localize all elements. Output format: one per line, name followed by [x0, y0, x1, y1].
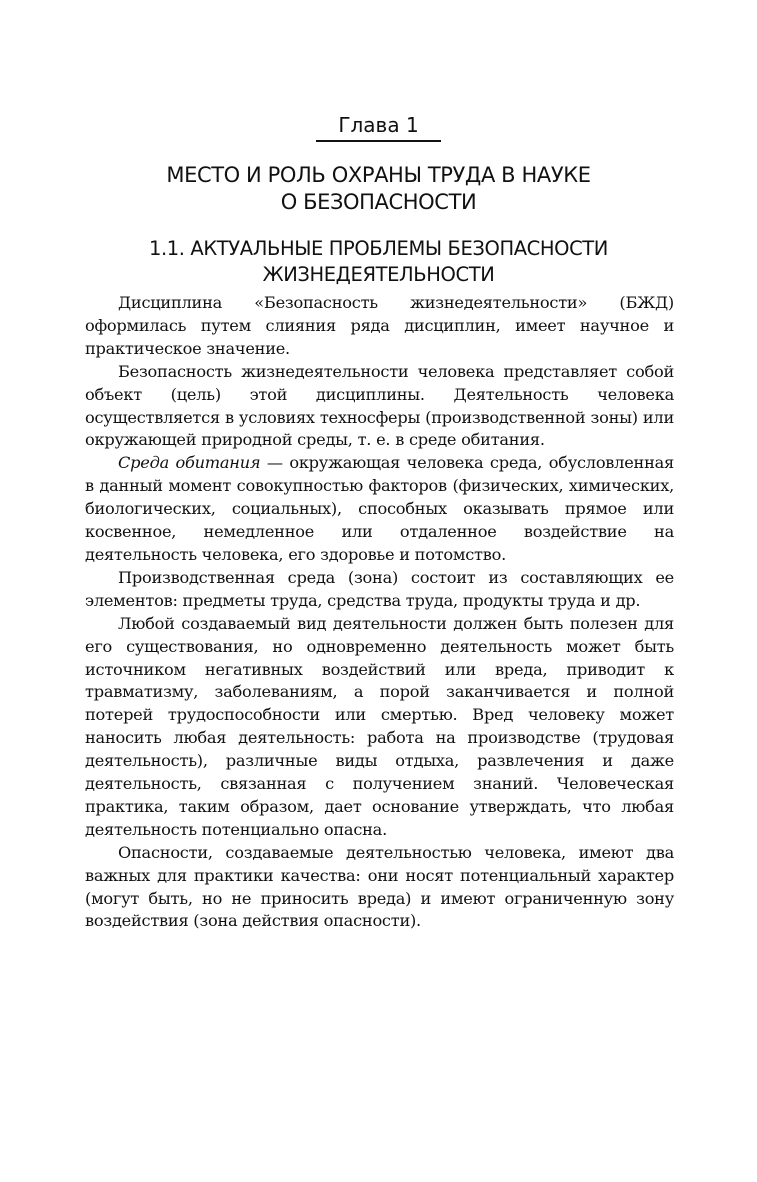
- paragraph-1: Дисциплина «Безопасность жизнедеятельности» (БЖД) оформилась путем слияния ряда дисциплин, имеет научное и практическое значение.: [85, 293, 674, 358]
- paragraph-4: Производственная среда (зона) состоит из составляющих ее элементов: предметы труда, средства труда, продукты труда и др.: [85, 567, 674, 610]
- body-text: [85, 292, 674, 933]
- chapter-label: [0, 113, 757, 142]
- section-title-line-1: 1.1. АКТУАЛЬНЫЕ ПРОБЛЕМЫ БЕЗОПАСНОСТИ: [148, 237, 608, 260]
- paragraph-2: Безопасность жизнедеятельности человека представляет собой объект (цель) этой дисциплины. Деятельность человека осуществляется в условиях техносферы (производственной зоны) или окружающей природной среды, т. е. в среде обитания.: [85, 361, 674, 450]
- paragraph-3-text: — окружающая человека среда, обусловленная в данный момент совокупностью факторов (физических, химических, биологических, социальных), способных оказывать прямое или косвенное, немедленное или отдаленное воздействие на деятельность человека, его здоровье и потомство.: [85, 453, 674, 564]
- section-title: [80, 236, 677, 288]
- term-habitat: Среда обитания: [118, 453, 261, 473]
- paragraph-6: Опасности, создаваемые деятельностью человека, имеют два важных для практики качества: они носят потенциальный характер (могут быть, но не приносить вреда) и имеют ограниченную зону воздействия (зона действия опасности).: [85, 842, 674, 931]
- chapter-title-line-2: О БЕЗОПАСНОСТИ: [280, 190, 477, 214]
- chapter-title: [80, 162, 677, 216]
- chapter-number: Глава 1: [316, 113, 440, 142]
- paragraph-3: [85, 452, 674, 567]
- paragraph-5: Любой создаваемый вид деятельности должен быть полезен для его существования, но одновременно деятельность может быть источником негативных воздействий или вреда, приводит к травматизму, заболеваниям, а порой заканчивается и полной потерей трудоспособности или смертью. Вред человеку может наносить любая деятельность: работа на производстве (трудовая деятельность), различные виды отдыха, развлечения и даже деятельность, связанная с получением знаний. Человеческая практика, таким образом, дает основание утверждать, что любая деятельность потенциально опасна.: [85, 613, 674, 839]
- section-title-line-2: ЖИЗНЕДЕЯТЕЛЬНОСТИ: [262, 263, 495, 286]
- chapter-title-line-1: МЕСТО И РОЛЬ ОХРАНЫ ТРУДА В НАУКЕ: [166, 163, 591, 187]
